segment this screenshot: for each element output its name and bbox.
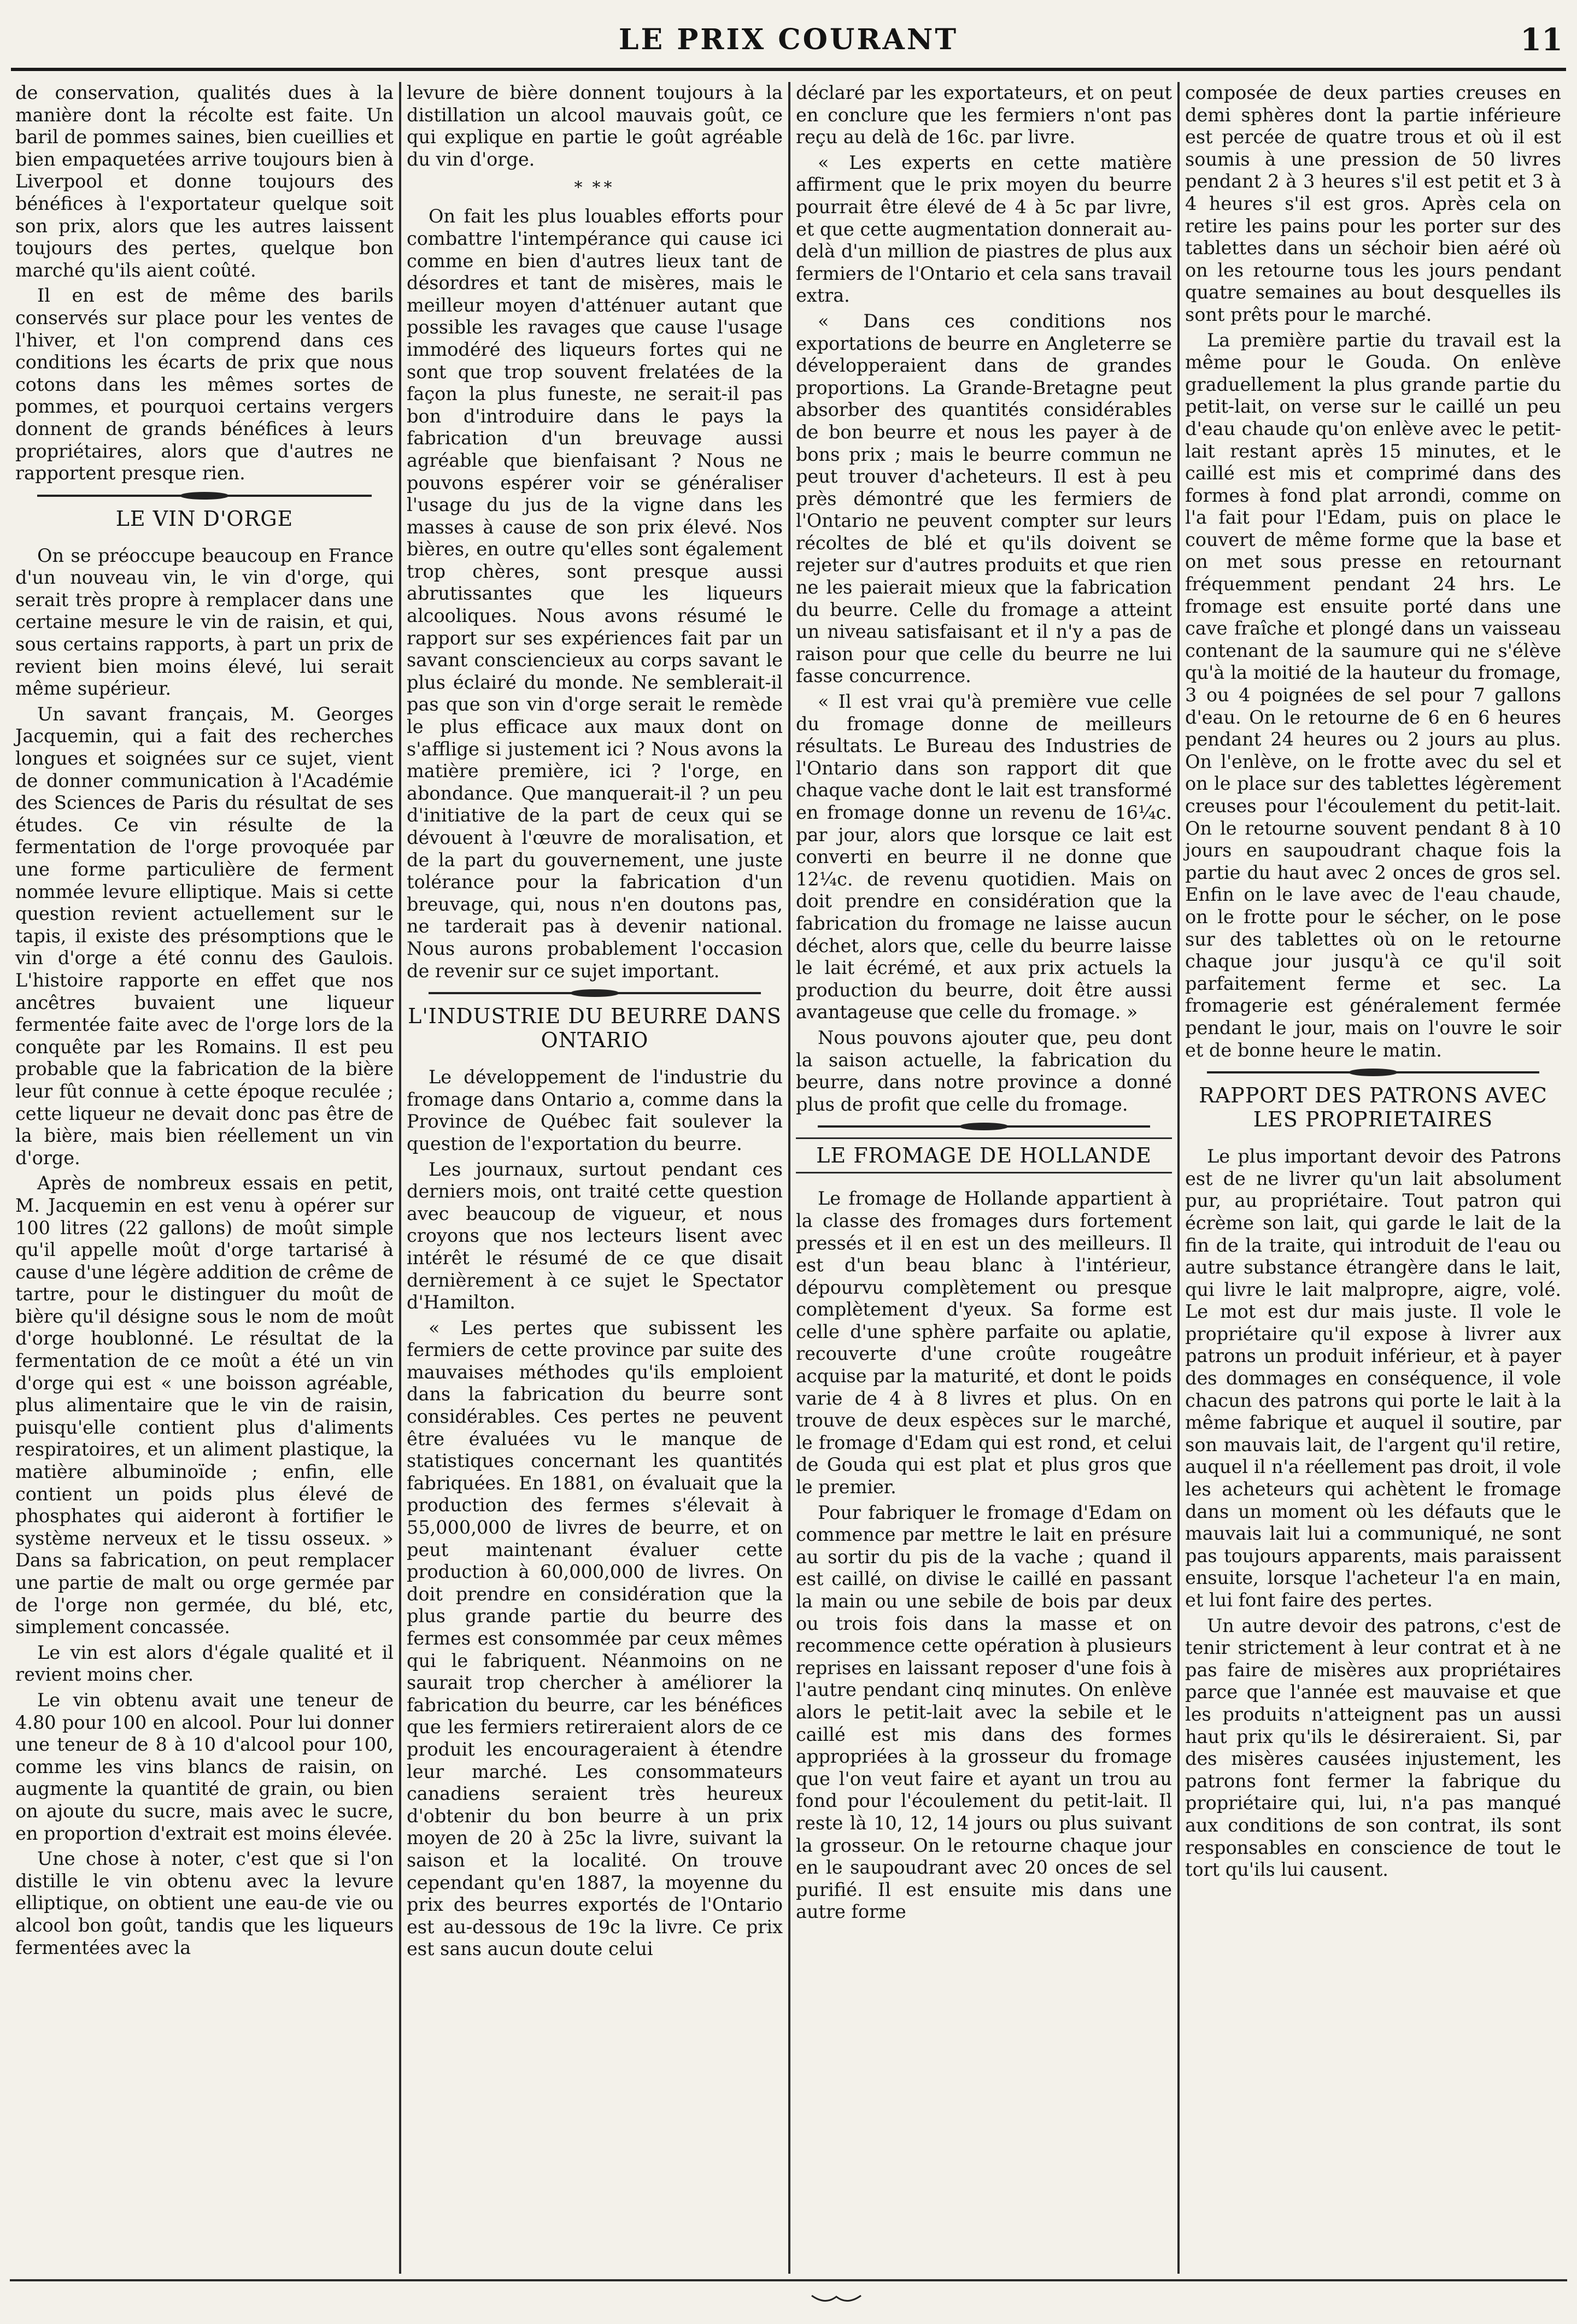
masthead-title: LE PRIX COURANT — [618, 23, 959, 56]
paragraph: « Dans ces conditions nos exportations de beurre en Angleterre se développeraient dans de grandes proportions. La Grande-Bretagne peut absorber des quantités considérables de bon beurre et nous les payer à de bons prix ; mais le beurre commun ne peut trouver d'acheteurs. Il est à peu près démontré que les fermiers de l'Ontario ne peuvent compter sur leurs récoltes de blé et qu'ils doivent se rejeter sur d'autres produits et que rien ne les paierait mieux que la fabrication du beurre. Celle du fromage a atteint un niveau satisfaisant et il n'y a pas de raison pour que celle du beurre ne lui fasse concurrence. — [796, 310, 1172, 687]
column-4 — [1177, 82, 1567, 2274]
paragraph: Un autre devoir des patrons, c'est de tenir strictement à leur contrat et à ne pas faire de misères aux propriétaires parce que l'année est mauvaise et que les produits n'atteignent pas un aussi haut prix qu'ils le désireraient. Si, par des misères causées injustement, les patrons font fermer la fabrique du propriétaire qui, lui, n'a pas manqué aux conditions de son contrat, ils sont responsables en conscience de tout le tort qu'ils lui causent. — [1185, 1615, 1561, 1881]
paragraph: « Les experts en cette matière affirment que le prix moyen du beurre pourrait être élevé de 4 à 5c par livre, et que cette augmentation donnerait au-delà d'un million de piastres de plus aux fermiers de l'Ontario et cela sans travail extra. — [796, 151, 1172, 307]
column-3 — [788, 82, 1177, 2274]
paragraph: Après de nombreux essais en petit, M. Jacquemin en est venu à opérer sur 100 litres (22 gallons) de moût simple qu'il appelle moût d'orge tartarisé à cause d'une légère addition de crême de tartre, pour le distinguer du moût de bière qu'il désigne sous le nom de moût d'orge houblonné. Le résultat de la fermentation de ce moût a été un vin d'orge qui est « une boisson agréable, plus alimentaire que le vin de raisin, puisqu'elle contient plus d'aliments respiratoires, et un aliment plastique, la matière albuminoïde ; enfin, elle contient un poids plus élevé de phosphates qui aideront à fortifier le système nerveux et le tissu osseux. » Dans sa fabrication, on peut remplacer une partie de malt ou orge germée par de l'orge non germée, du blé, etc, simplement concassée. — [15, 1172, 394, 1638]
ornament-flourish-icon — [809, 2290, 864, 2307]
paragraph: Le développement de l'industrie du fromage dans Ontario a, comme dans la Province de Québec fait soulever la question de l'exportation du beurre. — [407, 1066, 783, 1154]
paragraph: déclaré par les exportateurs, et on peut en conclure que les fermiers n'ont pas reçu au delà de 16c. par livre. — [796, 82, 1172, 148]
paragraph: La première partie du travail est la même pour le Gouda. On enlève graduellement la plus grande partie du petit-lait, on verse sur le caillé un peu d'eau chaude qu'on enlève avec le petit-lait restant après 15 minutes, et le caillé est mis et comprimé dans des formes à fond plat arrondi, comme on l'a fait pour l'Edam, puis on place le couvert de même forme que la base et on met sous presse en retournant fréquemment pendant 24 hrs. Le fromage est ensuite porté dans une cave fraîche et plongé dans un vaisseau contenant de la saumure qui ne s'élève qu'à la moitié de la hauteur du fromage, 3 ou 4 poignées de sel pour 7 gallons d'eau. On le retourne de 6 en 6 heures pendant 24 heures ou 2 jours au plus. On l'enlève, on le frotte avec du sel et on le place sur des tablettes légèrement creuses pour l'écoulement du petit-lait. On le retourne souvent pendant 8 à 10 jours en saupoudrant chaque fois la partie du haut avec 2 onces de gros sel. Enfin on le lave avec de l'eau chaude, on le frotte pour le sécher, on le pose sur des tablettes où on le retourne chaque jour jusqu'à ce qu'il soit parfaitement ferme et sec. La fromagerie est généralement fermée pendant le jour, mais on l'ouvre le soir et de bonne heure le matin. — [1185, 329, 1561, 1061]
paragraph: Il en est de même des barils conservés sur place pour les ventes de l'hiver, et l'on comprend dans ces conditions les écarts de prix que nous cotons dans les mêmes sortes de pommes, et pourquoi certains vergers donnent de grands bénéfices à leurs propriétaires, alors que d'autres ne rapportent presque rien. — [15, 285, 394, 484]
paragraph: « Il est vrai qu'à première vue celle du fromage donne de meilleurs résultats. Le Bureau des Industries de l'Ontario dans son rapport dit que chaque vache dont le lait est transformé en fromage donne un revenu de 16¼c. par jour, alors que lorsque ce lait est converti en beurre il ne donne que 12¼c. de revenu quotidien. Mais on doit prendre en considération que la fabrication du fromage ne laisse aucun déchet, alors que, celle du beurre laisse le lait écrémé, et aux prix actuels la production du beurre, doit être aussi avantageuse que celle du fromage. » — [796, 691, 1172, 1023]
asterism-separator: * ** — [574, 178, 615, 198]
article-heading: LE VIN D'ORGE — [115, 506, 294, 531]
page-number: 11 — [1520, 22, 1563, 58]
paragraph: Un savant français, M. Georges Jacquemin, qui a fait des recherches longues et soignées sur ce sujet, vient de donner communication à l'Académie des Sciences de Paris du résultat de ses études. Ce vin résulte de la fermentation de l'orge provoquée par une forme particulière de ferment nommée levure elliptique. Mais si cette question revient actuellement sur le tapis, il existe des présomptions que le vin d'orge a été connu des Gaulois. L'histoire rapporte en effet que nos ancêtres buvaient une liqueur fermentée faite avec de l'orge lors de la conquête par les Romains. Il est peu probable que la fabrication de la bière leur fût connue à cette époque reculée ; cette liqueur ne devait donc pas être de la bière, mais bien réellement un vin d'orge. — [15, 703, 394, 1169]
article-heading: RAPPORT DES PATRONS AVEC LES PROPRIETAIRES — [1199, 1083, 1547, 1132]
section-divider-rule — [1207, 1071, 1539, 1073]
page-header — [11, 15, 1566, 71]
paragraph: Le vin est alors d'égale qualité et il revient moins cher. — [15, 1641, 394, 1686]
paragraph: Les journaux, surtout pendant ces derniers mois, ont traité cette question avec beaucoup de vigueur, et nous croyons que nos lecteurs lisent avec intérêt le résumé de ce que disait dernièrement à ce sujet le Spectator d'Hamilton. — [407, 1158, 783, 1313]
article-heading: LE FROMAGE DE HOLLANDE — [796, 1137, 1172, 1173]
article-columns — [10, 82, 1568, 2274]
article-heading: L'INDUSTRIE DU BEURRE DANS ONTARIO — [408, 1004, 782, 1053]
paragraph: Le plus important devoir des Patrons est de ne livrer qu'un lait absolument pur, au propriétaire. Tout patron qui écrème son lait, qui garde le lait de la fin de la traite, qui introduit de l'eau ou autre substance étrangère dans le lait, qui livre le lait malpropre, aigre, volé. Le mot est dur mais juste. Il vole le propriétaire qu'il expose à livrer aux patrons un produit inférieur, et à payer des dommages en conséquence, il vole chacun des patrons qui porte le lait à la même fabrique et auquel il soutire, par son mauvais lait, de l'argent qu'il retire, auquel il n'a réellement pas droit, il vole les acheteurs qui achètent le fromage dans un moment où les défauts que le mauvais lait lui a communiqué, ne sont pas toujours apparents, mais paraissent ensuite, lorsque l'acheteur l'a en main, et lui font faire des pertes. — [1185, 1146, 1561, 1611]
section-divider-rule — [818, 1125, 1150, 1128]
column-2 — [399, 82, 788, 2274]
paragraph: composée de deux parties creuses en demi sphères dont la partie inférieure est percée de quatre trous et où il est soumis à une pression de 50 livres pendant 2 à 3 heures s'il est petit et 3 à 4 heures s'il est gros. Après cela on retire les pains pour les porter sur des tablettes dans un séchoir bien aéré où on les retourne tous les jours pendant quatre semaines au bout desquelles ils sont prêts pour le marché. — [1185, 82, 1561, 325]
paragraph: Une chose à noter, c'est que si l'on distille le vin obtenu avec la levure elliptique, on obtient une eau-de vie ou alcool bon goût, tandis que les liqueurs fermentées avec la — [15, 1848, 394, 1958]
paragraph: « Les pertes que subissent les fermiers de cette province par suite des mauvaises méthodes qu'ils emploient dans la fabrication du beurre sont considérables. Ces pertes ne peuvent être évaluées vu le manque de statistiques concernant les quantités fabriquées. En 1881, on évaluait que la production des fermes s'élevait à 55,000,000 de livres de beurre, et on peut maintenant évaluer cette production à 60,000,000 de livres. On doit prendre en considération que la plus grande partie du beurre des fermes est consommée par ceux mêmes qui le fabriquent. Néanmoins on ne saurait trop chercher à améliorer la fabrication du beurre, car les bénéfices que les fermiers retireraient alors de ce produit les encourageraient à étendre leur marché. Les consommateurs canadiens seraient très heureux d'obtenir du bon beurre à un prix moyen de 20 à 25c la livre, suivant la saison et la localité. On trouve cependant qu'en 1887, la moyenne du prix des beurres exportés de l'Ontario est au-dessous de 19c la livre. Ce prix est sans aucun doute celui — [407, 1317, 783, 1960]
paragraph: Pour fabriquer le fromage d'Edam on commence par mettre le lait en présure au sortir du pis de la vache ; quand il est caillé, on divise le caillé en passant la main ou une sebile de bois par deux ou trois fois dans la masse et on recommence cette opération à plusieurs reprises en laissant reposer d'une fois à l'autre pendant cinq minutes. On enlève alors le petit-lait avec la sebile et le caillé est mis dans des formes appropriées à la grosseur du fromage que l'on veut faire et ayant un trou au fond pour l'écoulement du petit-lait. Il reste là 10, 12, 14 jours ou plus suivant la grosseur. On le retourne chaque jour en le saupoudrant avec 20 onces de sel purifié. Il est ensuite mis dans une autre forme — [796, 1501, 1172, 1923]
column-1 — [10, 82, 399, 2274]
section-divider-rule — [37, 495, 372, 497]
paragraph: On se préoccupe beaucoup en France d'un nouveau vin, le vin d'orge, qui serait très propre à remplacer dans une certaine mesure le vin de raisin, et qui, sous certains rapports, à part un prix de revient bien moins élevé, lui serait même supérieur. — [15, 544, 394, 700]
paragraph: Nous pouvons ajouter que, peu dont la saison actuelle, la fabrication du beurre, dans notre province a donné plus de profit que celle du fromage. — [796, 1026, 1172, 1115]
paragraph: On fait les plus louables efforts pour combattre l'intempérance qui cause ici comme en bien d'autres lieux tant de désordres et tant de misères, mais le meilleur moyen d'atténuer autant que possible les ravages que cause l'usage immodéré des liqueurs fortes qui ne sont que trop souvent frelatées de la façon la plus funeste, ne serait-il pas bon d'introduire dans le pays la fabrication d'un breuvage aussi agréable que bienfaisant ? Nous ne pouvons espérer voir se généraliser l'usage du jus de la vigne dans les masses à cause de son prix élevé. Nos bières, en outre qu'elles sont également trop chères, sont presque aussi abrutissantes que les liqueurs alcooliques. Nous avons résumé le rapport sur ses expériences fait par un savant consciencieux au corps savant le plus éclairé du monde. Ne semblerait-il pas que son vin d'orge serait le remède le plus efficace aux maux dont on s'afflige si justement ici ? Nous avons la matière première, ici ? l'orge, en abondance. Que manquerait-il ? un peu d'initiative de la part de ceux qui se dévouent à l'œuvre de moralisation, et de la part du gouvernement, une juste tolérance pour la fabrication d'un breuvage, qui, nous n'en doutons pas, ne tarderait pas à devenir national. Nous aurons probablement l'occasion de revenir sur ce sujet important. — [407, 206, 783, 982]
section-divider-rule — [429, 992, 761, 994]
paragraph: levure de bière donnent toujours à la distillation un alcool mauvais goût, ce qui explique en partie le goût agréable du vin d'orge. — [407, 82, 783, 170]
paragraph: Le fromage de Hollande appartient à la classe des fromages durs fortement pressés et il en est un des meilleurs. Il est d'un beau blanc à l'intérieur, dépourvu complètement ou presque complètement d'yeux. Sa forme est celle d'une sphère parfaite ou aplatie, recouverte d'une croûte rougeâtre acquise par la maturité, et dont le poids varie de 4 à 8 livres et plus. On en trouve de deux espèces sur le marché, le fromage d'Edam qui est rond, et celui de Gouda qui est plat et plus gros que le premier. — [796, 1188, 1172, 1498]
paragraph: Le vin obtenu avait une teneur de 4.80 pour 100 en alcool. Pour lui donner une teneur de 8 à 10 d'alcool pour 100, comme les vins blancs de raisin, on augmente la quantité de grain, ou bien on ajoute du sucre, mais avec le sucre, en proportion d'extrait est moins élevée. — [15, 1689, 394, 1844]
paragraph: de conservation, qualités dues à la manière dont la récolte est faite. Un baril de pommes saines, bien cueillies et bien empaquetées arrive toujours bien à Liverpool et donne toujours des bénéfices à l'exportateur quelque soit son prix, alors que les autres laissent toujours des pertes, quelque bon marché qu'ils aient coûté. — [15, 82, 394, 281]
bottom-rule — [10, 2279, 1567, 2281]
